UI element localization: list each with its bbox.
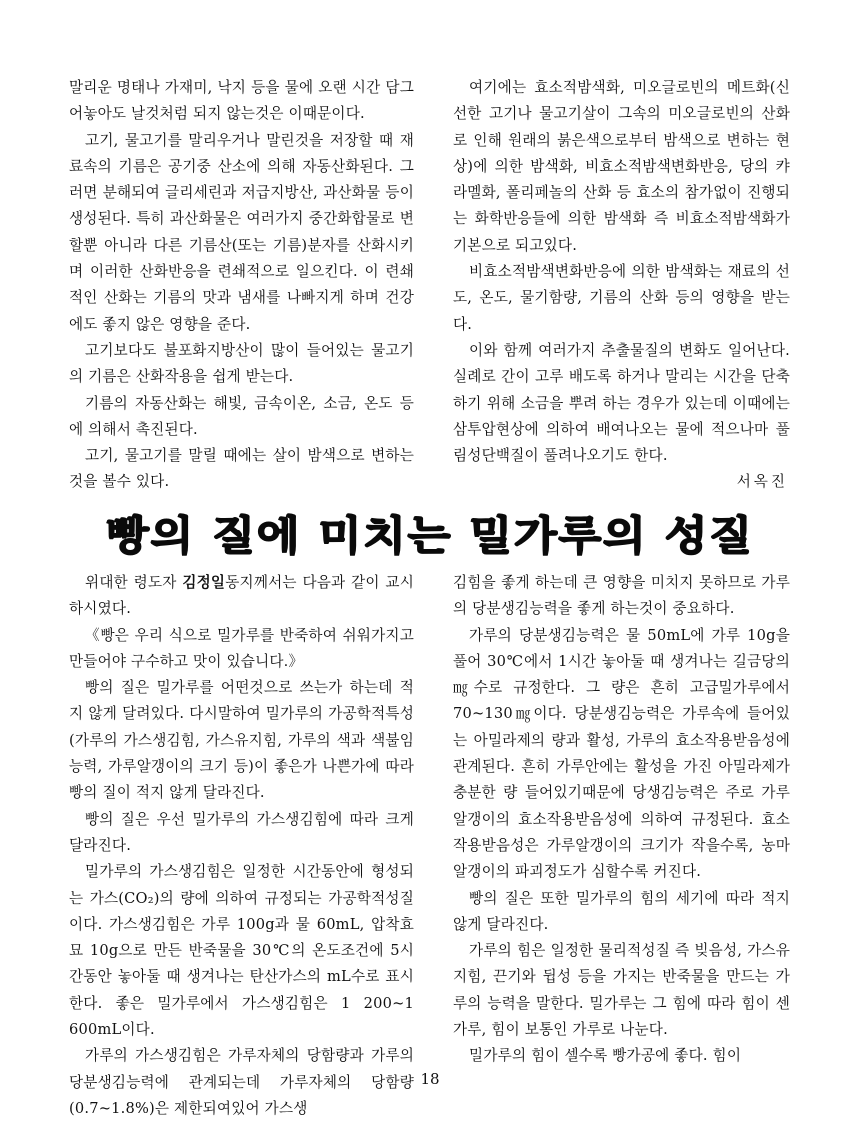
paragraph: 빵의 질은 또한 밀가루의 힘의 세기에 따라 적지 않게 달라진다. — [453, 889, 790, 933]
intro-text: 동지께서는 다음과 같이 교시하시였다. — [69, 574, 414, 618]
quote: 《빵은 우리 식으로 밀가루를 반죽하여 쉬워가지고 만들어야 구수하고 맛이 있습니다.》 — [69, 626, 414, 670]
author-name: 서옥진 — [736, 473, 788, 491]
paragraph: 가루의 가스생김힘은 가루자체의 당함량과 가루의 당분생김능력에 관계되는데 가루자체의 당함량(0.7~1.8%)은 제한되여있어 가스생 — [69, 1047, 414, 1117]
paragraph: 말리운 명태나 가재미, 낙지 등을 물에 오랜 시간 담그어놓아도 날것처럼 되지 않는것은 이때문이다. — [69, 79, 414, 123]
top-left-column — [69, 75, 414, 496]
paragraph: 밀가루의 힘이 셀수록 빵가공에 좋다. 힘이 — [469, 1047, 742, 1065]
paragraph: 김힘을 좋게 하는데 큰 영향을 미치지 못하므로 가루의 당분생김능력을 좋게 하는것이 중요하다. — [453, 574, 790, 618]
paragraph: 빵의 질은 우선 밀가루의 가스생김힘에 따라 크게 달라진다. — [69, 810, 414, 854]
bottom-left-column — [69, 570, 414, 1122]
paragraph: 여기에는 효소적밤색화, 미오글로빈의 메트화(신선한 고기나 물고기살이 그속의 미오글로빈의 산화로 인해 원래의 붉은색으로부터 밤색으로 변하는 현상)에 의한 밤색화, 비효소적밤색변화반응, 당의 캬라멜화, 폴리페놀의 산화 등 효소의 참가없이 진행되는 화학반응들에 의한 밤색화 즉 비효소적밤색화가 기본으로 되고있다. — [453, 79, 790, 254]
paragraph: 고기, 물고기를 말리우거나 말린것을 저장할 때 재료속의 기름은 공기중 산소에 의해 자동산화된다. 그러면 분해되여 글리세린과 저급지방산, 과산화물 등이 생성된다. 특히 과산화물은 여러가지 중간화합물로 변할뿐 아니라 다른 기름산(또는 기름)분자를 산화시키며 이러한 산화반응을 련쇄적으로 일으킨다. 이 련쇄적인 산화는 기름의 맛과 냄새를 나빠지게 하며 건강에도 좋지 않은 영향을 준다. — [69, 131, 414, 333]
paragraph: 이와 함께 여러가지 추출물질의 변화도 일어난다. 실례로 간이 고루 배도록 하거나 말리는 시간을 단축하기 위해 소금을 뿌려 하는 경우가 있는데 이때에는 삼투압현상에 의하여 배여나오는 물에 적으나마 풀림성단백질이 풀려나오기도 한다. — [453, 341, 790, 465]
paragraph: 고기보다도 불포화지방산이 많이 들어있는 물고기의 기름은 산화작용을 쉽게 받는다. — [69, 341, 414, 386]
intro-text: 위대한 령도자 — [85, 574, 183, 591]
leader-name: 김정일 — [182, 574, 226, 591]
top-right-column — [453, 75, 790, 496]
paragraph: 빵의 질은 밀가루를 어떤것으로 쓰는가 하는데 적지 않게 달려있다. 다시말하여 밀가루의 가공학적특성(가루의 가스생김힘, 가스유지힘, 가루의 색과 색불임능력, 가루알갱이의 크기 등)이 좋은가 나쁜가에 따라 빵의 질이 적지 않게 달라진다. — [69, 679, 414, 802]
paragraph: 고기, 물고기를 말릴 때에는 살이 밤색으로 변하는것을 볼수 있다. — [69, 447, 414, 491]
paragraph: 가루의 힘은 일정한 물리적성질 즉 빚음성, 가스유지힘, 끈기와 뒵성 등을 가지는 반죽물을 만드는 가루의 능력을 말한다. 밀가루는 그 힘에 따라 힘이 센 가루, 힘이 보통인 가루로 나눈다. — [453, 942, 790, 1039]
intro-paragraph — [69, 570, 414, 623]
paragraph: 기름의 자동산화는 해빛, 금속이온, 소금, 온도 등에 의해서 촉진된다. — [69, 394, 414, 438]
paragraph: 밀가루의 가스생김힘은 일정한 시간동안에 형성되는 가스(CO₂)의 량에 의하여 규정되는 가공학적성질이다. 가스생김힘은 가루 100g과 물 60mL, 압착효묘 10g으로 만든 반죽물을 30℃의 온도조건에 5시간동안 놓아둘 때 생겨나는 탄산가스의 mL수로 표시한다. 좋은 밀가루에서 가스생김힘은 1 200~1 600mL이다. — [69, 863, 414, 1039]
bottom-right-column — [453, 570, 790, 1070]
paragraph: 가루의 당분생김능력은 물 50mL에 가루 10g을 풀어 30℃에서 1시간 놓아둘 때 생겨나는 길금당의 ㎎수로 규정한다. 그 량은 흔히 고급밀가루에서 70~130㎎이다. 당분생김능력은 가루속에 들어있는 아밀라제의 량과 활성, 가루의 효소작용받음성에 관계된다. 흔히 가루안에는 활성을 가진 아밀라제가 충분한 량 들어있기때문에 당생김능력은 주로 가루알갱이의 효소작용받음성에 의하여 규정된다. 효소작용받음성은 가루알갱이의 크기가 작을수록, 농마알갱이의 파괴정도가 심할수록 커진다. — [453, 626, 790, 881]
paragraph: 비효소적밤색변화반응에 의한 밤색화는 재료의 선도, 온도, 물기함량, 기름의 산화 등의 영향을 받는다. — [453, 263, 790, 333]
page-number: 18 — [420, 1070, 440, 1088]
article-title: 빵의 질에 미치는 밀가루의 성질 — [106, 512, 754, 560]
